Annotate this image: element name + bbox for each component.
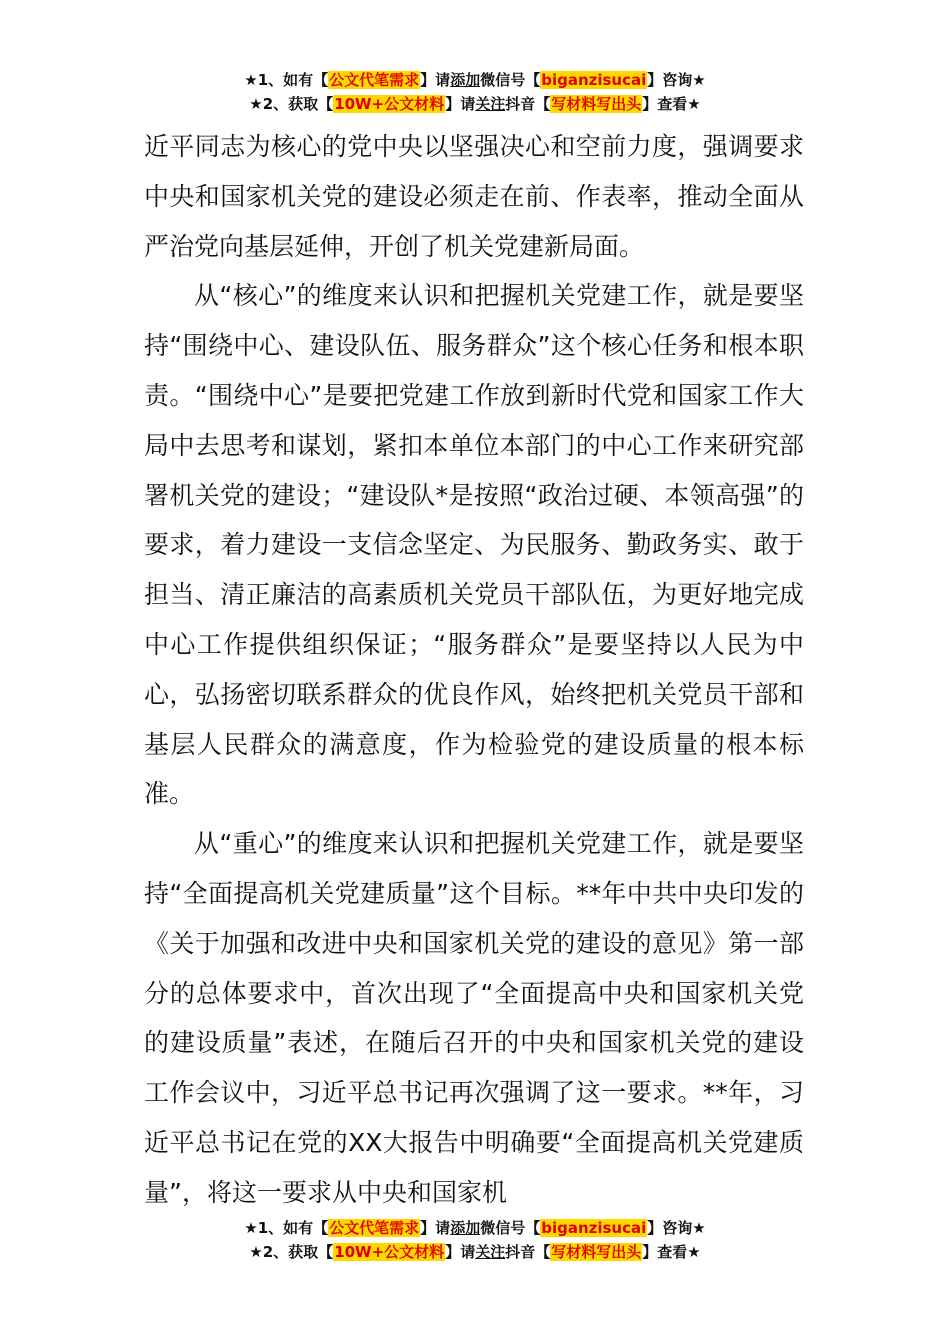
banner-text: 】查看★ — [642, 95, 701, 113]
header-banner — [0, 68, 950, 116]
highlight-douyin-account: 写材料写出头 — [551, 1243, 642, 1261]
banner-line-1 — [0, 68, 950, 92]
highlight-materials: 10W+公文材料 — [334, 95, 445, 113]
banner-line-2 — [0, 92, 950, 116]
paragraph-focus: 从“重心”的维度来认识和把握机关党建工作，就是要坚持“全面提高机关党建质量”这个目标。**年中共中央印发的《关于加强和改进中央和国家机关党的建设的意见》第一部分的总体要求中，首次出现了“全面提高中央和国家机关党的建设质量”表述，在随后召开的中央和国家机关党的建设工作会议中，习近平总书记再次强调了这一要求。**年，习近平总书记在党的XX大报告中明确要“全面提高机关党建质量”，将这一要求从中央和国家机 — [144, 829, 804, 1207]
highlight-service: 公文代笔需求 — [329, 71, 420, 89]
highlight-wechat-id: biganzisucai — [541, 71, 647, 89]
banner-text: 抖音【 — [505, 1243, 551, 1261]
banner-text: ★2、获取【 — [249, 1243, 334, 1261]
banner-underlined-text: 关注 — [475, 95, 506, 113]
banner-text: 】请 — [420, 71, 451, 89]
footer-banner — [0, 1216, 950, 1264]
banner-text: 】咨询★ — [647, 71, 706, 89]
paragraph-continuation: 近平同志为核心的党中央以坚强决心和空前力度，强调要求中央和国家机关党的建设必须走在前、作表率，推动全面从严治党向基层延伸，开创了机关党建新局面。 — [144, 132, 804, 261]
highlight-wechat-id: biganzisucai — [541, 1219, 647, 1237]
banner-text: 微信号【 — [480, 71, 541, 89]
banner-text: 抖音【 — [505, 95, 551, 113]
banner-underlined-text: 添加 — [450, 71, 481, 89]
banner-text: ★2、获取【 — [249, 95, 334, 113]
banner-line-2 — [0, 1240, 950, 1264]
banner-line-1 — [0, 1216, 950, 1240]
banner-text: 】查看★ — [642, 1243, 701, 1261]
banner-text: ★1、如有【 — [244, 1219, 329, 1237]
banner-text: 】请 — [420, 1219, 451, 1237]
banner-underlined-text: 添加 — [450, 1219, 481, 1237]
banner-text: 】请 — [445, 1243, 476, 1261]
banner-text: 微信号【 — [480, 1219, 541, 1237]
banner-underlined-text: 关注 — [475, 1243, 506, 1261]
highlight-service: 公文代笔需求 — [329, 1219, 420, 1237]
paragraph-core: 从“核心”的维度来认识和把握机关党建工作，就是要坚持“围绕中心、建设队伍、服务群众”这个核心任务和根本职责。“围绕中心”是要把党建工作放到新时代党和国家工作大局中去思考和谋划，紧扣本单位本部门的中心工作来研究部署机关党的建设；“建设队*是按照“政治过硬、本领高强”的要求，着力建设一支信念坚定、为民服务、勤政务实、敢于担当、清正廉洁的高素质机关党员干部队伍，为更好地完成中心工作提供组织保证；“服务群众”是要坚持以人民为中心，弘扬密切联系群众的优良作风，始终把机关党员干部和基层人民群众的满意度，作为检验党的建设质量的根本标准。 — [144, 281, 804, 809]
banner-text: 】咨询★ — [647, 1219, 706, 1237]
banner-text: ★1、如有【 — [244, 71, 329, 89]
highlight-douyin-account: 写材料写出头 — [551, 95, 642, 113]
banner-text: 】请 — [445, 95, 476, 113]
document-body — [144, 122, 804, 1218]
highlight-materials: 10W+公文材料 — [334, 1243, 445, 1261]
